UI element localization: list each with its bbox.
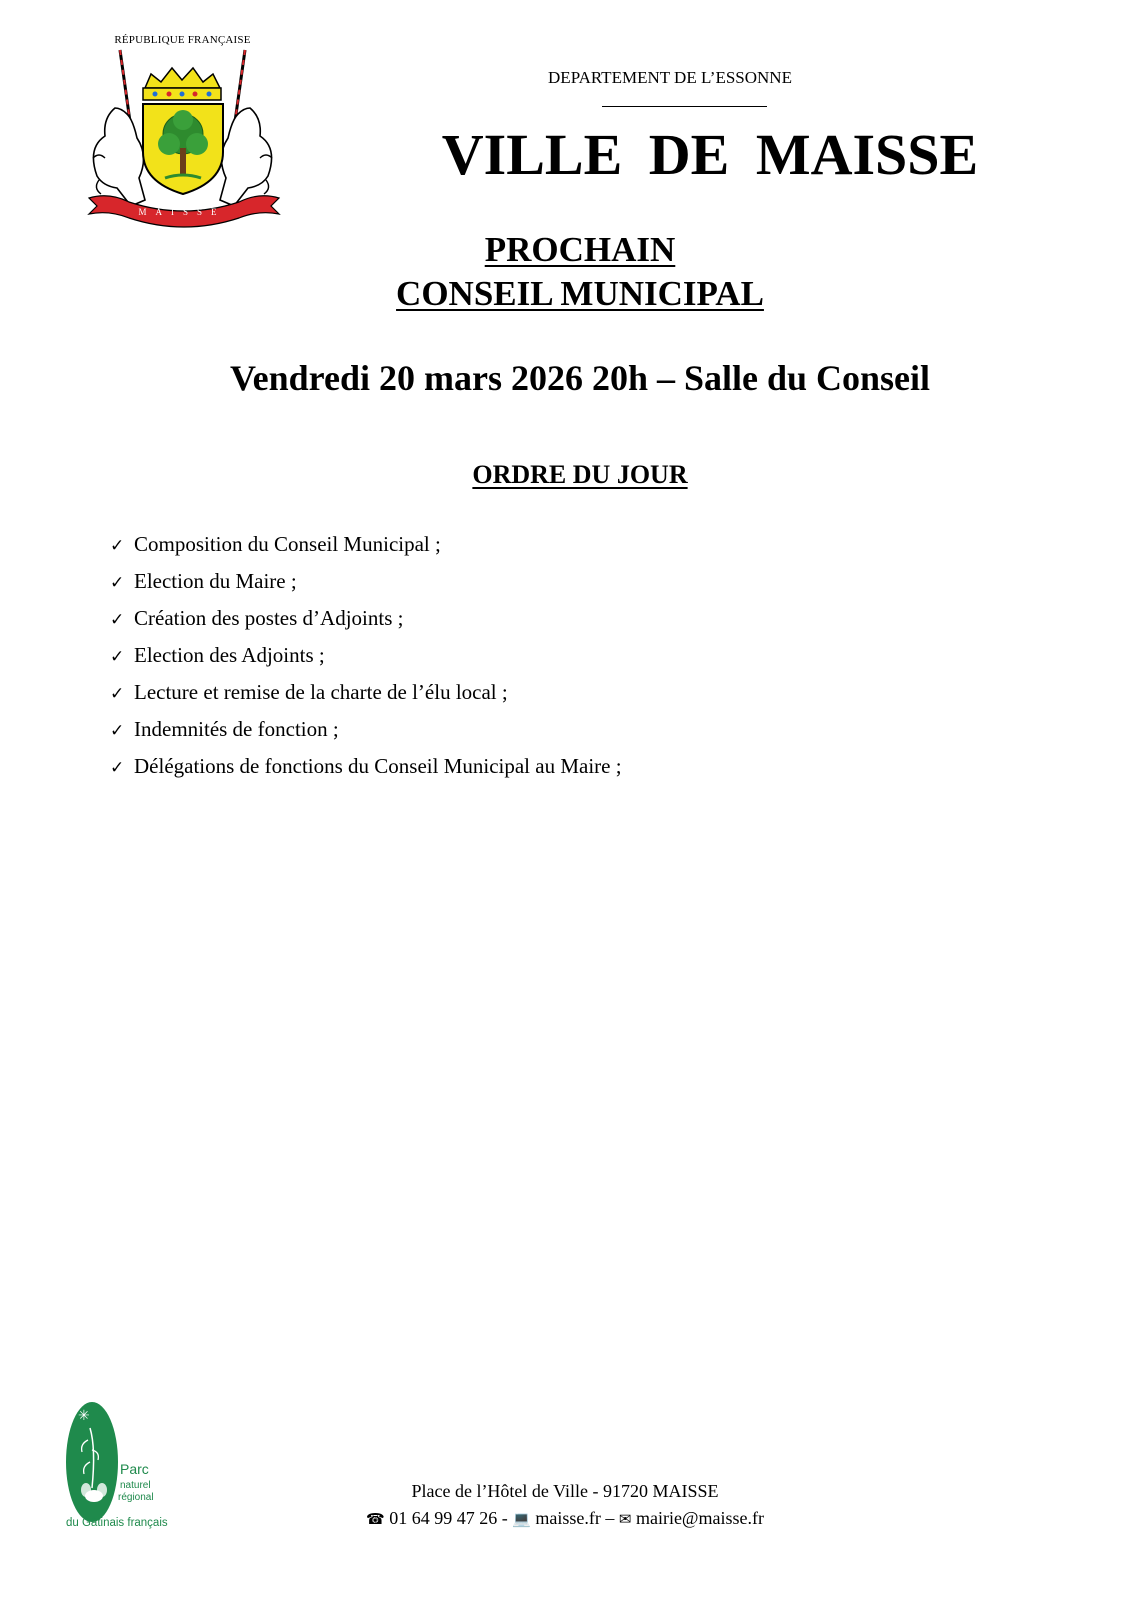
list-item <box>110 748 622 785</box>
parc-line-4: du Gâtinais français <box>66 1517 168 1529</box>
agenda-item-text: Election du Maire ; <box>134 569 297 593</box>
check-icon: ✓ <box>110 684 125 704</box>
agenda-item-text: Election des Adjoints ; <box>134 643 325 667</box>
town-name: VILLE DE MAISSE <box>441 122 979 187</box>
agenda-item-text: Délégations de fonctions du Conseil Municipal au Maire ; <box>134 754 622 778</box>
footer-email[interactable]: mairie@maisse.fr <box>635 1508 764 1528</box>
computer-icon: 💻 <box>512 1510 531 1528</box>
check-icon: ✓ <box>110 647 125 667</box>
agenda-item-text: Indemnités de fonction ; <box>134 717 339 741</box>
footer-phone: 01 64 99 47 26 - <box>389 1508 508 1528</box>
meeting-date: Vendredi 20 mars 2026 20h – Salle du Conseil <box>229 358 931 398</box>
phone-icon: ☎ <box>366 1510 385 1528</box>
agenda-item-text: Composition du Conseil Municipal ; <box>134 532 441 556</box>
title-line-1: PROCHAIN <box>484 230 676 269</box>
check-icon: ✓ <box>110 758 125 778</box>
agenda-list <box>110 526 622 785</box>
parc-logo-icon <box>62 1400 168 1540</box>
departement-label: DEPARTEMENT DE L’ESSONNE <box>548 68 792 87</box>
footer-address: Place de l’Hôtel de Ville - 91720 MAISSE <box>411 1481 719 1501</box>
footer-website[interactable]: maisse.fr – <box>535 1508 615 1528</box>
check-icon: ✓ <box>110 721 125 741</box>
republique-caption: RÉPUBLIQUE FRANÇAISE <box>114 34 251 46</box>
agenda-item-text: Lecture et remise de la charte de l’élu local ; <box>134 680 508 704</box>
check-icon: ✓ <box>110 536 125 556</box>
agenda-heading: ORDRE DU JOUR <box>472 460 688 489</box>
check-icon: ✓ <box>110 610 125 630</box>
parc-line-1: Parc <box>120 1461 149 1477</box>
parc-line-2: naturel <box>120 1480 151 1491</box>
crest-motto: MAISSE <box>138 207 226 217</box>
svg-text:✳: ✳ <box>78 1408 90 1424</box>
page-title <box>300 228 860 316</box>
list-item <box>110 600 622 637</box>
title-line-2: CONSEIL MUNICIPAL <box>396 274 764 313</box>
footer <box>300 1478 830 1533</box>
agenda-item-text: Création des postes d’Adjoints ; <box>134 606 404 630</box>
check-icon: ✓ <box>110 573 125 593</box>
list-item <box>110 526 622 563</box>
parc-line-3: régional <box>118 1492 154 1503</box>
divider <box>602 106 767 107</box>
parc-logo <box>62 1400 168 1540</box>
coat-of-arms <box>85 30 280 220</box>
footer-contact <box>300 1505 830 1533</box>
list-item <box>110 674 622 711</box>
list-item <box>110 711 622 748</box>
crest-icon <box>85 48 280 220</box>
list-item <box>110 563 622 600</box>
list-item <box>110 637 622 674</box>
mail-icon: ✉ <box>618 1510 632 1528</box>
